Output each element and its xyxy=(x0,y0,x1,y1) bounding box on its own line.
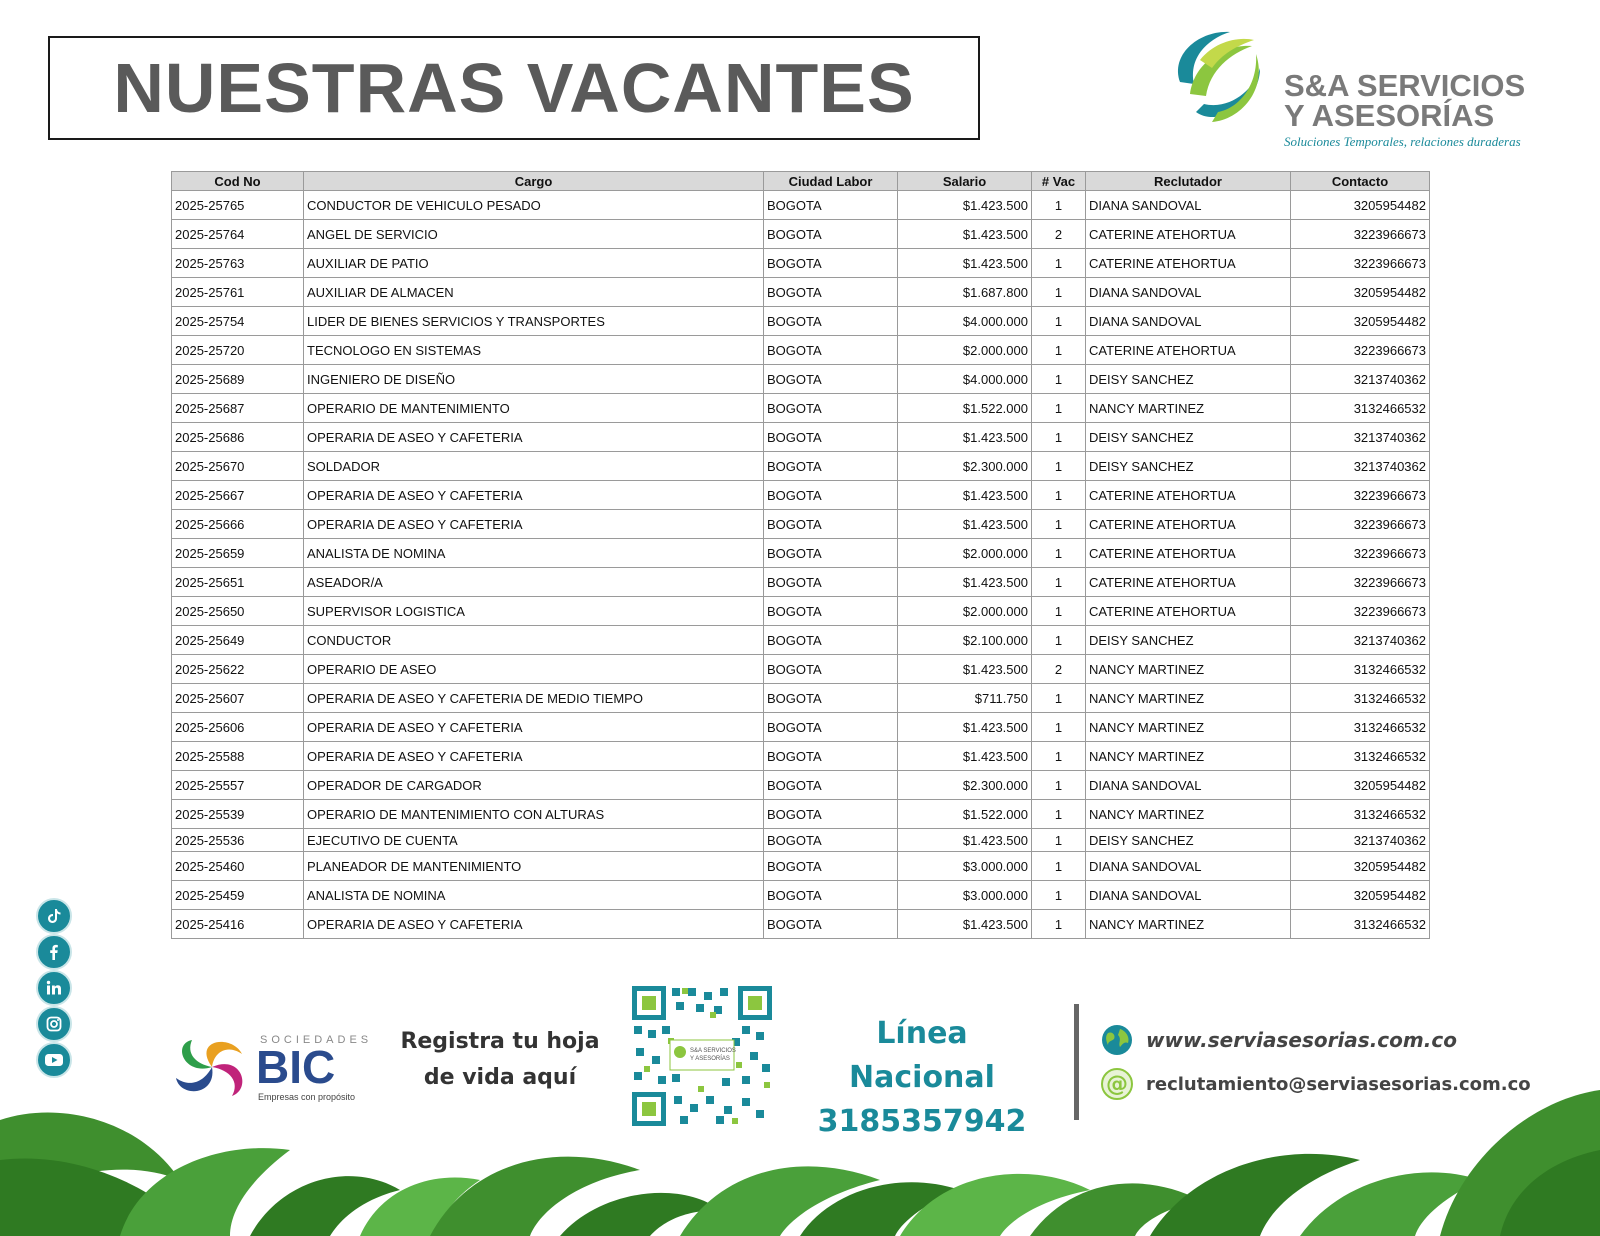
cell-cod: 2025-25536 xyxy=(172,829,304,852)
national-line xyxy=(800,1012,1044,1144)
cell-vac: 2 xyxy=(1032,220,1086,249)
col-header-salario: Salario xyxy=(898,172,1032,191)
cell-salario: $2.300.000 xyxy=(898,771,1032,800)
table-row xyxy=(172,852,1430,881)
cell-cargo: AUXILIAR DE ALMACEN xyxy=(304,278,764,307)
cell-cargo: ASEADOR/A xyxy=(304,568,764,597)
cell-reclutador: CATERINE ATEHORTUA xyxy=(1086,539,1291,568)
cell-contacto: 3213740362 xyxy=(1291,452,1430,481)
cell-salario: $1.687.800 xyxy=(898,278,1032,307)
cell-reclutador: DIANA SANDOVAL xyxy=(1086,191,1291,220)
cell-reclutador: DIANA SANDOVAL xyxy=(1086,852,1291,881)
cell-reclutador: NANCY MARTINEZ xyxy=(1086,394,1291,423)
cell-ciudad: BOGOTA xyxy=(764,191,898,220)
table-row xyxy=(172,597,1430,626)
cell-contacto: 3223966673 xyxy=(1291,539,1430,568)
register-line1: Registra tu hoja xyxy=(400,1029,600,1054)
table-row xyxy=(172,481,1430,510)
cell-ciudad: BOGOTA xyxy=(764,771,898,800)
cell-ciudad: BOGOTA xyxy=(764,278,898,307)
national-line-number[interactable]: 3185357942 xyxy=(817,1104,1027,1139)
cell-cargo: ANALISTA DE NOMINA xyxy=(304,539,764,568)
cell-cargo: OPERADOR DE CARGADOR xyxy=(304,771,764,800)
cell-salario: $1.423.500 xyxy=(898,742,1032,771)
instagram-icon[interactable] xyxy=(36,1006,72,1042)
cell-salario: $3.000.000 xyxy=(898,881,1032,910)
cell-ciudad: BOGOTA xyxy=(764,423,898,452)
youtube-icon[interactable] xyxy=(36,1042,72,1078)
cell-ciudad: BOGOTA xyxy=(764,852,898,881)
cell-salario: $1.423.500 xyxy=(898,910,1032,939)
cell-reclutador: DIANA SANDOVAL xyxy=(1086,771,1291,800)
cell-salario: $1.423.500 xyxy=(898,829,1032,852)
cell-contacto: 3132466532 xyxy=(1291,394,1430,423)
cell-ciudad: BOGOTA xyxy=(764,881,898,910)
cell-salario: $1.423.500 xyxy=(898,510,1032,539)
cell-reclutador: NANCY MARTINEZ xyxy=(1086,910,1291,939)
cell-cod: 2025-25666 xyxy=(172,510,304,539)
facebook-icon[interactable] xyxy=(36,934,72,970)
cell-contacto: 3213740362 xyxy=(1291,626,1430,655)
table-row xyxy=(172,307,1430,336)
cell-cod: 2025-25557 xyxy=(172,771,304,800)
cell-cargo: OPERARIA DE ASEO Y CAFETERIA xyxy=(304,423,764,452)
cell-salario: $2.000.000 xyxy=(898,539,1032,568)
cell-vac: 1 xyxy=(1032,910,1086,939)
table-row xyxy=(172,800,1430,829)
cell-vac: 2 xyxy=(1032,655,1086,684)
company-logo-mark-icon xyxy=(1160,24,1272,132)
bic-logo xyxy=(172,1034,372,1102)
cell-reclutador: CATERINE ATEHORTUA xyxy=(1086,597,1291,626)
contact-info xyxy=(1100,1018,1580,1106)
cell-salario: $711.750 xyxy=(898,684,1032,713)
table-row xyxy=(172,220,1430,249)
cell-vac: 1 xyxy=(1032,597,1086,626)
cell-ciudad: BOGOTA xyxy=(764,626,898,655)
table-row xyxy=(172,829,1430,852)
page-title: NUESTRAS VACANTES xyxy=(113,49,915,127)
cell-contacto: 3132466532 xyxy=(1291,713,1430,742)
cell-cargo: OPERARIA DE ASEO Y CAFETERIA xyxy=(304,481,764,510)
cell-salario: $4.000.000 xyxy=(898,365,1032,394)
cell-cod: 2025-25763 xyxy=(172,249,304,278)
cell-contacto: 3223966673 xyxy=(1291,597,1430,626)
cell-salario: $1.423.500 xyxy=(898,481,1032,510)
cell-cargo: OPERARIA DE ASEO Y CAFETERIA xyxy=(304,713,764,742)
cell-reclutador: CATERINE ATEHORTUA xyxy=(1086,220,1291,249)
cell-ciudad: BOGOTA xyxy=(764,910,898,939)
linkedin-icon[interactable] xyxy=(36,970,72,1006)
logo-name-line2: Y ASESORÍAS xyxy=(1284,98,1495,133)
globe-icon xyxy=(1100,1023,1134,1057)
cell-reclutador: NANCY MARTINEZ xyxy=(1086,742,1291,771)
cell-contacto: 3213740362 xyxy=(1291,829,1430,852)
cell-salario: $1.423.500 xyxy=(898,713,1032,742)
cell-ciudad: BOGOTA xyxy=(764,220,898,249)
cell-vac: 1 xyxy=(1032,278,1086,307)
cell-vac: 1 xyxy=(1032,568,1086,597)
cell-cod: 2025-25761 xyxy=(172,278,304,307)
table-row xyxy=(172,742,1430,771)
tiktok-icon[interactable] xyxy=(36,898,72,934)
cell-cargo: CONDUCTOR xyxy=(304,626,764,655)
cell-cod: 2025-25764 xyxy=(172,220,304,249)
cell-salario: $1.423.500 xyxy=(898,655,1032,684)
table-row xyxy=(172,713,1430,742)
qr-code[interactable] xyxy=(632,986,772,1126)
cell-reclutador: CATERINE ATEHORTUA xyxy=(1086,249,1291,278)
cell-vac: 1 xyxy=(1032,742,1086,771)
cell-ciudad: BOGOTA xyxy=(764,655,898,684)
cell-reclutador: DEISY SANCHEZ xyxy=(1086,365,1291,394)
cell-cargo: OPERARIO DE MANTENIMIENTO xyxy=(304,394,764,423)
cell-cargo: ANALISTA DE NOMINA xyxy=(304,881,764,910)
cell-cargo: OPERARIA DE ASEO Y CAFETERIA xyxy=(304,510,764,539)
table-row xyxy=(172,452,1430,481)
cell-reclutador: NANCY MARTINEZ xyxy=(1086,684,1291,713)
cell-salario: $1.423.500 xyxy=(898,568,1032,597)
table-row xyxy=(172,910,1430,939)
cell-reclutador: DEISY SANCHEZ xyxy=(1086,452,1291,481)
table-row xyxy=(172,626,1430,655)
cell-contacto: 3223966673 xyxy=(1291,249,1430,278)
at-sign-icon xyxy=(1100,1067,1134,1101)
cell-contacto: 3205954482 xyxy=(1291,307,1430,336)
table-row xyxy=(172,336,1430,365)
col-header-vac: # Vac xyxy=(1032,172,1086,191)
cell-cargo: AUXILIAR DE PATIO xyxy=(304,249,764,278)
cell-vac: 1 xyxy=(1032,452,1086,481)
cell-contacto: 3205954482 xyxy=(1291,852,1430,881)
cell-ciudad: BOGOTA xyxy=(764,684,898,713)
cell-vac: 1 xyxy=(1032,510,1086,539)
table-row xyxy=(172,655,1430,684)
cell-reclutador: NANCY MARTINEZ xyxy=(1086,713,1291,742)
cell-ciudad: BOGOTA xyxy=(764,394,898,423)
cell-ciudad: BOGOTA xyxy=(764,481,898,510)
cell-salario: $2.000.000 xyxy=(898,336,1032,365)
website-link[interactable]: www.serviasesorias.com.co xyxy=(1146,1028,1457,1052)
bic-swirl-icon xyxy=(172,1034,254,1100)
cell-vac: 1 xyxy=(1032,852,1086,881)
cell-ciudad: BOGOTA xyxy=(764,568,898,597)
cell-ciudad: BOGOTA xyxy=(764,829,898,852)
national-line-label: Línea Nacional xyxy=(849,1016,995,1095)
cell-cod: 2025-25689 xyxy=(172,365,304,394)
col-header-contacto: Contacto xyxy=(1291,172,1430,191)
cell-contacto: 3205954482 xyxy=(1291,278,1430,307)
cell-contacto: 3223966673 xyxy=(1291,481,1430,510)
cell-cod: 2025-25459 xyxy=(172,881,304,910)
col-header-reclutador: Reclutador xyxy=(1086,172,1291,191)
cell-cargo: LIDER DE BIENES SERVICIOS Y TRANSPORTES xyxy=(304,307,764,336)
cell-cod: 2025-25667 xyxy=(172,481,304,510)
cell-cargo: SUPERVISOR LOGISTICA xyxy=(304,597,764,626)
cell-vac: 1 xyxy=(1032,336,1086,365)
cell-salario: $4.000.000 xyxy=(898,307,1032,336)
cell-contacto: 3205954482 xyxy=(1291,771,1430,800)
cell-reclutador: DEISY SANCHEZ xyxy=(1086,829,1291,852)
cell-reclutador: NANCY MARTINEZ xyxy=(1086,655,1291,684)
cell-vac: 1 xyxy=(1032,626,1086,655)
cell-contacto: 3223966673 xyxy=(1291,510,1430,539)
table-row xyxy=(172,365,1430,394)
cell-cod: 2025-25659 xyxy=(172,539,304,568)
cell-vac: 1 xyxy=(1032,423,1086,452)
cell-contacto: 3223966673 xyxy=(1291,568,1430,597)
cell-salario: $3.000.000 xyxy=(898,852,1032,881)
bic-sub-label: Empresas con propósito xyxy=(258,1092,356,1102)
cell-cod: 2025-25754 xyxy=(172,307,304,336)
cell-cargo: EJECUTIVO DE CUENTA xyxy=(304,829,764,852)
cell-cod: 2025-25416 xyxy=(172,910,304,939)
cell-cod: 2025-25649 xyxy=(172,626,304,655)
cell-ciudad: BOGOTA xyxy=(764,452,898,481)
cell-cod: 2025-25687 xyxy=(172,394,304,423)
cell-vac: 1 xyxy=(1032,539,1086,568)
cell-contacto: 3223966673 xyxy=(1291,336,1430,365)
cell-vac: 1 xyxy=(1032,684,1086,713)
cell-vac: 1 xyxy=(1032,191,1086,220)
cell-salario: $1.423.500 xyxy=(898,220,1032,249)
title-box xyxy=(48,36,980,140)
cell-ciudad: BOGOTA xyxy=(764,713,898,742)
cell-contacto: 3213740362 xyxy=(1291,365,1430,394)
cell-vac: 1 xyxy=(1032,481,1086,510)
cell-cod: 2025-25622 xyxy=(172,655,304,684)
cell-reclutador: DEISY SANCHEZ xyxy=(1086,423,1291,452)
cell-vac: 1 xyxy=(1032,800,1086,829)
cell-ciudad: BOGOTA xyxy=(764,365,898,394)
cell-cod: 2025-25651 xyxy=(172,568,304,597)
qr-label-line1: S&A SERVICIOS xyxy=(690,1048,736,1054)
logo-name-line1: S&A SERVICIOS xyxy=(1284,68,1526,103)
cell-reclutador: DIANA SANDOVAL xyxy=(1086,881,1291,910)
cell-contacto: 3205954482 xyxy=(1291,191,1430,220)
cell-reclutador: CATERINE ATEHORTUA xyxy=(1086,481,1291,510)
cell-vac: 1 xyxy=(1032,249,1086,278)
bic-main-label: BIC xyxy=(256,1041,336,1093)
cell-cod: 2025-25606 xyxy=(172,713,304,742)
cell-contacto: 3205954482 xyxy=(1291,881,1430,910)
cell-salario: $2.000.000 xyxy=(898,597,1032,626)
cell-cargo: ANGEL DE SERVICIO xyxy=(304,220,764,249)
cell-cod: 2025-25460 xyxy=(172,852,304,881)
email-link[interactable]: reclutamiento@serviasesorias.com.co xyxy=(1146,1073,1531,1095)
footer-divider xyxy=(1074,1004,1079,1120)
qr-label-line2: Y ASESORÍAS xyxy=(690,1056,730,1062)
table-row xyxy=(172,881,1430,910)
cell-contacto: 3132466532 xyxy=(1291,684,1430,713)
table-row xyxy=(172,539,1430,568)
register-line2: de vida aquí xyxy=(423,1065,577,1090)
table-row xyxy=(172,510,1430,539)
cell-cargo: SOLDADOR xyxy=(304,452,764,481)
table-row xyxy=(172,191,1430,220)
cell-salario: $1.522.000 xyxy=(898,800,1032,829)
cell-ciudad: BOGOTA xyxy=(764,307,898,336)
col-header-ciudad: Ciudad Labor xyxy=(764,172,898,191)
table-row xyxy=(172,771,1430,800)
cell-cod: 2025-25670 xyxy=(172,452,304,481)
cell-salario: $2.300.000 xyxy=(898,452,1032,481)
cell-cod: 2025-25720 xyxy=(172,336,304,365)
cell-vac: 1 xyxy=(1032,394,1086,423)
vacancies-table xyxy=(171,171,1430,939)
cell-cod: 2025-25650 xyxy=(172,597,304,626)
cell-contacto: 3223966673 xyxy=(1291,220,1430,249)
col-header-cargo: Cargo xyxy=(304,172,764,191)
table-row xyxy=(172,684,1430,713)
cell-vac: 1 xyxy=(1032,771,1086,800)
cell-contacto: 3132466532 xyxy=(1291,655,1430,684)
bic-top-label: SOCIEDADES xyxy=(260,1034,373,1046)
cell-reclutador: DEISY SANCHEZ xyxy=(1086,626,1291,655)
cell-cod: 2025-25686 xyxy=(172,423,304,452)
cell-reclutador: DIANA SANDOVAL xyxy=(1086,278,1291,307)
cell-reclutador: DIANA SANDOVAL xyxy=(1086,307,1291,336)
table-row xyxy=(172,278,1430,307)
cell-reclutador: NANCY MARTINEZ xyxy=(1086,800,1291,829)
cell-reclutador: CATERINE ATEHORTUA xyxy=(1086,510,1291,539)
table-header-row xyxy=(172,172,1430,191)
cell-vac: 1 xyxy=(1032,829,1086,852)
cell-vac: 1 xyxy=(1032,365,1086,394)
website-row xyxy=(1100,1018,1580,1062)
cell-cod: 2025-25588 xyxy=(172,742,304,771)
cell-cargo: INGENIERO DE DISEÑO xyxy=(304,365,764,394)
cell-cargo: TECNOLOGO EN SISTEMAS xyxy=(304,336,764,365)
table-row xyxy=(172,394,1430,423)
cell-salario: $1.423.500 xyxy=(898,423,1032,452)
cell-cod: 2025-25539 xyxy=(172,800,304,829)
cell-cargo: OPERARIA DE ASEO Y CAFETERIA xyxy=(304,742,764,771)
logo-tagline: Soluciones Temporales, relaciones duraderas xyxy=(1284,134,1521,149)
cell-ciudad: BOGOTA xyxy=(764,742,898,771)
table-row xyxy=(172,568,1430,597)
cell-cod: 2025-25765 xyxy=(172,191,304,220)
cell-cargo: OPERARIA DE ASEO Y CAFETERIA xyxy=(304,910,764,939)
cell-contacto: 3132466532 xyxy=(1291,800,1430,829)
cell-cargo: OPERARIO DE ASEO xyxy=(304,655,764,684)
cell-cargo: OPERARIA DE ASEO Y CAFETERIA DE MEDIO TIEMPO xyxy=(304,684,764,713)
company-logo xyxy=(1160,24,1560,154)
cell-ciudad: BOGOTA xyxy=(764,800,898,829)
cell-contacto: 3132466532 xyxy=(1291,910,1430,939)
cell-salario: $1.423.500 xyxy=(898,249,1032,278)
cell-salario: $1.522.000 xyxy=(898,394,1032,423)
cell-cargo: OPERARIO DE MANTENIMIENTO CON ALTURAS xyxy=(304,800,764,829)
cell-vac: 1 xyxy=(1032,713,1086,742)
cell-salario: $1.423.500 xyxy=(898,191,1032,220)
cell-contacto: 3213740362 xyxy=(1291,423,1430,452)
cell-cargo: CONDUCTOR DE VEHICULO PESADO xyxy=(304,191,764,220)
email-row xyxy=(1100,1062,1580,1106)
cell-vac: 1 xyxy=(1032,881,1086,910)
cell-ciudad: BOGOTA xyxy=(764,336,898,365)
cell-reclutador: CATERINE ATEHORTUA xyxy=(1086,336,1291,365)
cell-salario: $2.100.000 xyxy=(898,626,1032,655)
cell-vac: 1 xyxy=(1032,307,1086,336)
cell-reclutador: CATERINE ATEHORTUA xyxy=(1086,568,1291,597)
table-row xyxy=(172,423,1430,452)
cell-cod: 2025-25607 xyxy=(172,684,304,713)
cell-ciudad: BOGOTA xyxy=(764,597,898,626)
register-cv-text xyxy=(400,1024,600,1096)
svg-text:@: @ xyxy=(1106,1072,1128,1097)
cell-contacto: 3132466532 xyxy=(1291,742,1430,771)
table-row xyxy=(172,249,1430,278)
cell-ciudad: BOGOTA xyxy=(764,539,898,568)
cell-ciudad: BOGOTA xyxy=(764,249,898,278)
col-header-cod: Cod No xyxy=(172,172,304,191)
cell-ciudad: BOGOTA xyxy=(764,510,898,539)
cell-cargo: PLANEADOR DE MANTENIMIENTO xyxy=(304,852,764,881)
